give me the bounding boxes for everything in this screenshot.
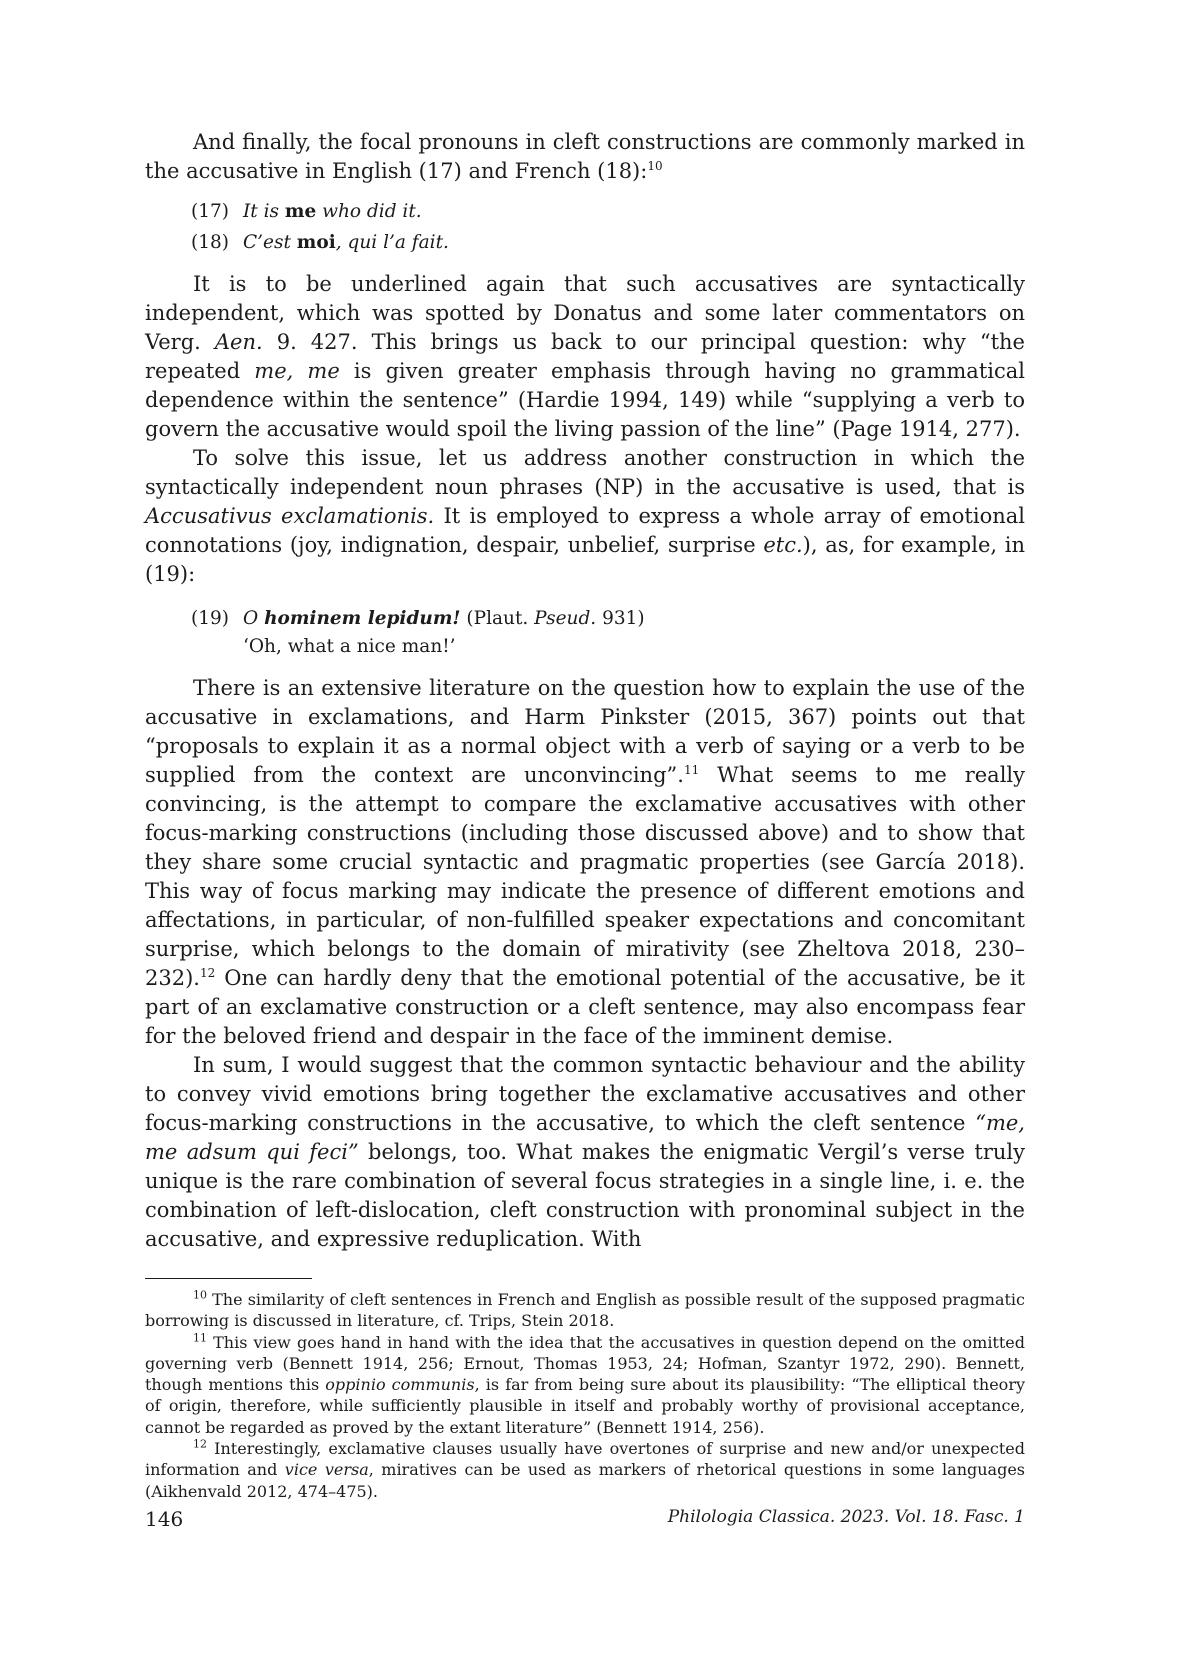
- example-part: Pseud.: [534, 608, 597, 629]
- italic-run: me, me: [254, 359, 340, 383]
- footnote-divider: [145, 1278, 312, 1279]
- page-number: 146: [145, 1507, 184, 1531]
- footnote-10: [145, 1289, 1025, 1332]
- page-footer: [145, 1507, 1025, 1531]
- text-run: It is to be underlined again that such accusatives are syntactically independent, which was spotted by Donatus and some later commentators on Verg.: [145, 272, 1025, 354]
- example-part: It is: [243, 201, 285, 222]
- example-focus: moi: [296, 232, 336, 253]
- italic-run: oppinio communis: [325, 1375, 475, 1395]
- example-text: [243, 196, 422, 227]
- text-run: is given greater emphasis through having no grammatical dependence within the sentence” (Hardie 1994, 149) while “supplying a verb to govern the accusative would spoil the living passion of the line” (Page 1914, 277).: [145, 359, 1025, 441]
- example-gloss: ‘Oh, what a nice man!’: [243, 636, 456, 657]
- footnote-text: , is far from being sure about its plausibility: “The elliptical theory of origin, therefore, while sufficiently plausible in itself and probably worthy of provisional acceptance, cannot be regarded as proved by the extant literature” (Bennett 1914, 256).: [145, 1375, 1026, 1437]
- text-run: What seems to me really convincing, is the attempt to compare the exclamative accusatives with other focus-marking constructions (including those discussed above) and to show that they share some crucial syntactic and pragmatic properties (see García 2018). This way of focus marking may indicate the presence of different emotions and affectations, in particular, of non-fulfilled speaker expectations and concomitant surprise, which belongs to the domain of mirativity (see Zheltova 2018, 230–232).: [145, 763, 1025, 990]
- example-focus: me: [284, 201, 317, 222]
- text-run: belongs, too. What makes the enigmatic Vergil’s verse truly unique is the rare combination of several focus strategies in a single line, i. e. the combination of left-dislocation, cleft construction with pronominal subject in the accusative, and expressive reduplication. With: [145, 1140, 1025, 1251]
- text-run: 9. 427. This brings us back to our principal question: why “the repeated: [145, 330, 1025, 383]
- footnote-text: , miratives can be used as markers of rhetorical questions in some languages (Aikhenvald 2012, 474–475).: [145, 1460, 1025, 1501]
- example-part: who did it.: [316, 201, 422, 222]
- text-run: There is an extensive literature on the question how to explain the use of the accusative in exclamations, and Harm Pinkster (2015, 367) points out that “proposals to explain it as a normal object with a verb of saying or a verb to be supplied from the context are unconvincing”.: [145, 676, 1025, 787]
- example-part: C’est: [243, 232, 297, 253]
- example-focus: hominem lepidum!: [264, 608, 461, 629]
- paragraph-3: [145, 444, 1025, 589]
- paragraph-1: [145, 128, 1025, 186]
- example-part: 931): [596, 608, 645, 629]
- example-text: [243, 603, 645, 634]
- example-19: [191, 603, 1025, 660]
- example-part: (Plaut.: [460, 608, 535, 629]
- example-part: , qui l’a fait.: [335, 232, 449, 253]
- example-part: O: [243, 608, 265, 629]
- footnote-number: 12: [193, 1437, 207, 1451]
- italic-run: “me, me adsum qui feci”: [145, 1111, 1025, 1164]
- page-body: [145, 128, 1025, 1502]
- paragraph-5: [145, 1051, 1025, 1254]
- footnote-text: The similarity of cleft sentences in French and English as possible result of the supposed pragmatic borrowing is discussed in literature, cf. Trips, Stein 2018.: [145, 1290, 1025, 1331]
- italic-run: Aen.: [214, 330, 263, 354]
- paragraph-2: [145, 270, 1025, 444]
- footnote-ref-10[interactable]: 10: [647, 159, 663, 173]
- example-19-line: [191, 603, 1025, 634]
- examples-17-18: [191, 196, 1025, 258]
- italic-run: Accusativus exclamationis.: [145, 504, 435, 528]
- text-run: To solve this issue, let us address another construction in which the syntactically independent noun phrases (NP) in the accusative is used, that is: [145, 446, 1025, 499]
- footnote-ref-12[interactable]: 12: [199, 966, 216, 980]
- example-number: (19): [191, 608, 229, 629]
- text-run: It is employed to express a whole array of emotional connotations (joy, indignation, despair, unbelief, surprise: [145, 504, 1025, 557]
- example-18: [191, 227, 1025, 258]
- footnote-number: 11: [193, 1331, 207, 1345]
- text-run: One can hardly deny that the emotional potential of the accusative, be it part of an exclamative construction or a cleft sentence, may also encompass fear for the beloved friend and despair in the face of the imminent demise.: [145, 966, 1025, 1048]
- example-17: [191, 196, 1025, 227]
- footnote-12: [145, 1438, 1025, 1502]
- example-text: [243, 227, 449, 258]
- footnote-number: 10: [193, 1288, 207, 1302]
- footnote-text: Interestingly, exclamative clauses usually have overtones of surprise and new and/or unexpected information and: [145, 1439, 1025, 1480]
- example-number: (18): [191, 232, 229, 253]
- journal-citation: Philologia Classica. 2023. Vol. 18. Fasc. 1: [667, 1507, 1025, 1527]
- italic-run: etc.: [763, 533, 803, 557]
- italic-run: vice versa: [284, 1460, 369, 1480]
- footnote-text: This view goes hand in hand with the idea that the accusatives in question depend on the omitted governing verb (Bennett 1914, 256; Ernout, Thomas 1953, 24; Hofman, Szantyr 1972, 290). Bennett, though mentions this: [145, 1332, 1025, 1395]
- text-run: In sum, I would suggest that the common syntactic behaviour and the ability to convey vivid emotions bring together the exclamative accusatives and other focus-marking constructions in the accusative, to which the cleft sentence: [145, 1053, 1025, 1135]
- footnote-11: [145, 1332, 1025, 1438]
- example-number: (17): [191, 201, 229, 222]
- footnote-ref-11[interactable]: 11: [683, 763, 700, 777]
- paragraph-4: [145, 674, 1025, 1051]
- paragraph-1-text: And finally, the focal pronouns in cleft constructions are commonly marked in the accusative in English (17) and French (18):: [145, 130, 1025, 183]
- text-run: ), as, for example, in (19):: [145, 533, 1026, 586]
